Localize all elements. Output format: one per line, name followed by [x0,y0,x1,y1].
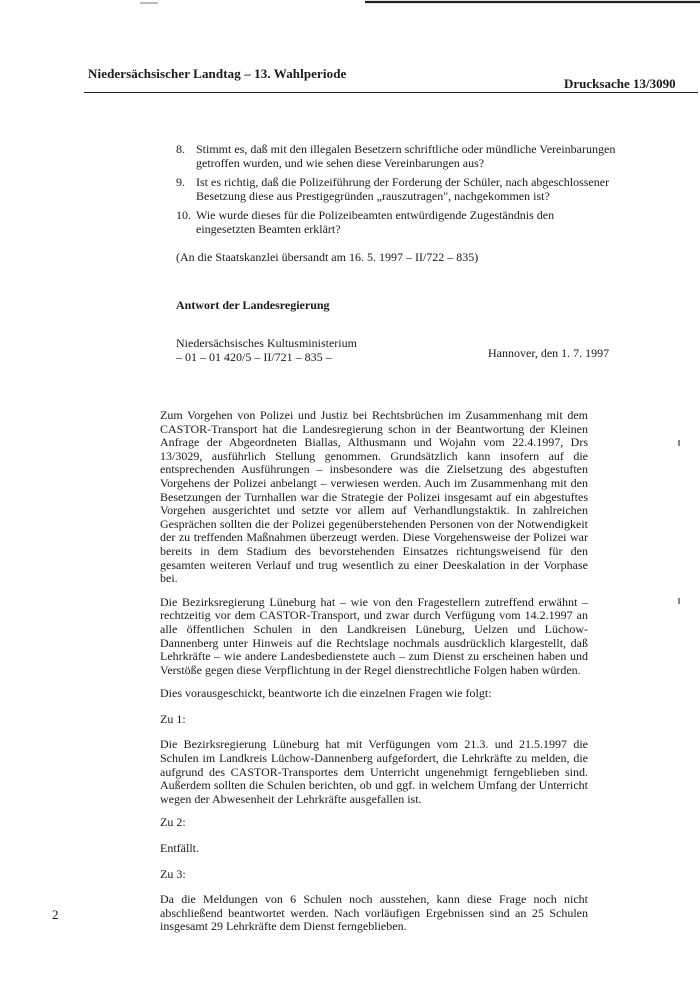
question-item [176,175,616,203]
question-text: Wie wurde dieses für die Polizeibeamten entwürdigende Zugeständnis den eingesetzten Beamten erklärt? [196,208,555,236]
question-item [176,208,616,236]
question-text: Ist es richtig, daß die Polizeiführung der Forderung der Schüler, nach abgeschlossener Besetzung diese aus Prestigegründen „rauszutragen", nachgekommen ist? [196,175,610,203]
transmittal-note: (An die Staatskanzlei übersandt am 16. 5. 1997 – II/722 – 835) [176,250,479,264]
scan-margin-mark [678,598,680,604]
paragraph: Die Bezirksregierung Lüneburg hat – wie von den Fragestellern zutreffend erwähnt – rechtzeitig vor dem CASTOR-Transport, und zwar durch Verfügung vom 14.2.1997 an alle öffentlichen Schulen in den Landkreisen Lüneburg, Uelzen und Lüchow-Dannenberg unter Hinweis auf die Rechtslage nochmals ausdrücklich klargestellt, daß Lehrkräfte – wie andere Landesbedienstete auch – zum Dienst zu erscheinen haben und Verstöße gegen diese Verpflichtung in der Regel dienstrechtliche Folgen haben würden. [160,594,588,677]
document-number: Drucksache 13/3090 [564,76,676,91]
answer-subheading: Zu 1: [160,711,186,726]
paragraph: Dies vorausgeschickt, beantworte ich die einzelnen Fragen wie folgt: [160,686,492,701]
question-list [176,142,616,241]
paragraph: Zum Vorgehen von Polizei und Justiz bei Rechtsbrüchen im Zusammenhang mit dem CASTOR-Transport hat die Landesregierung schon in der Beantwortung der Kleinen Anfrage der Abgeordneten Biallas, Althusmann und Wojahn vom 22.4.1997, Drs 13/3029, ausführlich Stellung genommen. Grundsätzlich kann insofern auf die entsprechenden Ausführungen – insbesondere was die Zielsetzung des abgestuften Vorgehens der Polizei anbelangt – verwiesen werden. Auch im Zusammenhang mit den Besetzungen der Turnhallen war die Strategie der Polizei insgesamt auf ein abgestuftes Vorgehen ausgerichtet und setzte vor allem auf Verhandlungstaktik. In zahlreichen Gesprächen sollten die der Polizei gegenüberstehenden Personen von der Notwendigkeit der zu treffenden Maßnahmen überzeugt werden. Diese Vorgehensweise der Polizei war bereits in dem Stadium des bevorstehenden Einsatzes richtungsweisend für den gesamten weiteren Verlauf und trug wesentlich zu einer Deeskalation in der Vorphase bei. [160,408,588,586]
answer-subheading: Zu 3: [160,866,186,881]
ministry-name: Niedersächsisches Kultusministerium [176,336,357,350]
page-number: 2 [52,907,59,922]
answer-heading: Antwort der Landesregierung [176,298,330,312]
ministry-reference: – 01 – 01 420/5 – II/721 – 835 – [176,350,332,364]
place-date: Hannover, den 1. 7. 1997 [488,346,610,360]
paragraph: Da die Meldungen von 6 Schulen noch ausstehen, kann diese Frage noch nicht abschließend beantwortet werden. Nach vorläufigen Ergebnissen sind an 25 Schulen insgesamt 29 Lehrkräfte dem Dienst ferngeblieben. [160,892,588,934]
question-number: 8. [176,142,185,156]
question-number: 10. [176,208,191,222]
paragraph: Entfällt. [160,841,199,856]
question-text: Stimmt es, daß mit den illegalen Besetzern schriftliche oder mündliche Vereinbarungen getroffen wurden, und wie sehen diese Vereinbarungen aus? [196,142,616,170]
header-rule [84,92,698,93]
answer-subheading: Zu 2: [160,815,186,830]
scan-edge-marks [0,0,700,14]
answer-body [160,409,588,944]
scan-margin-mark [678,440,680,446]
question-number: 9. [176,175,185,189]
header-title: Niedersächsischer Landtag – 13. Wahlperiode [88,66,347,81]
question-item [176,142,616,170]
ministry-block [176,336,357,364]
paragraph: Die Bezirksregierung Lüneburg hat mit Verfügungen vom 21.3. und 21.5.1997 die Schulen im Landkreis Lüchow-Dannenberg aufgefordert, die Lehrkräfte zu melden, die aufgrund des CASTOR-Transportes dem Unterricht ungenehmigt ferngeblieben sind. Außerdem sollten die Schulen berichten, ob und ggf. in welchem Umfang der Unterricht wegen der Abwesenheit der Lehrkräfte ausgefallen ist. [160,737,588,806]
